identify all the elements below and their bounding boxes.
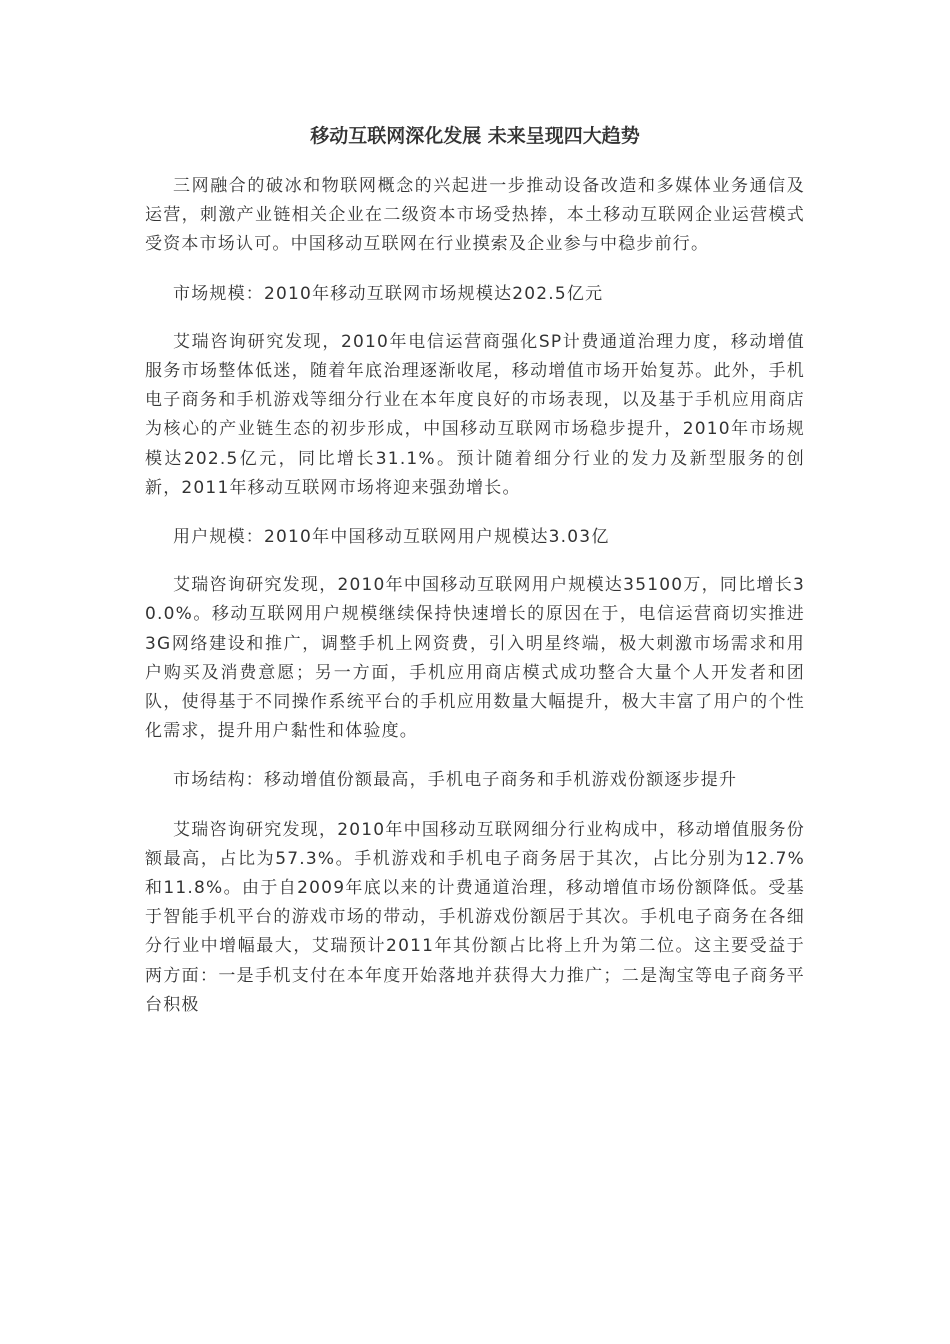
paragraph-intro: 三网融合的破冰和物联网概念的兴起进一步推动设备改造和多媒体业务通信及运营，刺激产业链相关企业在二级资本市场受热捧，本土移动互联网企业运营模式受资本市场认可。中国移动互联网在行业摸索及企业参与中稳步前行。: [145, 176, 805, 255]
paragraph-market-structure: 艾瑞咨询研究发现，2010年中国移动互联网细分行业构成中，移动增值服务份额最高，占比为57.3%。手机游戏和手机电子商务居于其次，占比分别为12.7%和11.8%。由于自2009年底以来的计费通道治理，移动增值市场份额降低。受基于智能手机平台的游戏市场的带动，手机游戏份额居于其次。手机电子商务在各细分行业中增幅最大，艾瑞预计2011年其份额占比将上升为第二位。这主要受益于两方面：一是手机支付在本年度开始落地并获得大力推广；二是淘宝等电子商务平台积极: [145, 819, 805, 1015]
document-title: 移动互联网深化发展 未来呈现四大趋势: [310, 125, 640, 147]
paragraph-market-size-heading: 市场规模：2010年移动互联网市场规模达202.5亿元: [173, 283, 604, 304]
document-body: [145, 172, 805, 1040]
paragraph-user-scale: 艾瑞咨询研究发现，2010年中国移动互联网用户规模达35100万，同比增长30.0%。移动互联网用户规模继续保持快速增长的原因在于，电信运营商切实推进3G网络建设和推广，调整手机上网资费，引入明星终端，极大刺激市场需求和用户购买及消费意愿；另一方面，手机应用商店模式成功整合大量个人开发者和团队，使得基于不同操作系统平台的手机应用数量大幅提升，极大丰富了用户的个性化需求，提升用户黏性和体验度。: [145, 575, 805, 742]
paragraph-market-structure-heading: 市场结构：移动增值份额最高，手机电子商务和手机游戏份额逐步提升: [173, 770, 738, 791]
paragraph-user-scale-heading: 用户规模：2010年中国移动互联网用户规模达3.03亿: [173, 527, 610, 548]
paragraph-market-size: 艾瑞咨询研究发现，2010年电信运营商强化SP计费通道治理力度，移动增值服务市场整体低迷，随着年底治理逐渐收尾，移动增值市场开始复苏。此外，手机电子商务和手机游戏等细分行业在本年度良好的市场表现，以及基于手机应用商店为核心的产业链生态的初步形成，中国移动互联网市场稳步提升，2010年市场规模达202.5亿元，同比增长31.1%。预计随着细分行业的发力及新型服务的创新，2011年移动互联网市场将迎来强劲增长。: [145, 331, 805, 498]
